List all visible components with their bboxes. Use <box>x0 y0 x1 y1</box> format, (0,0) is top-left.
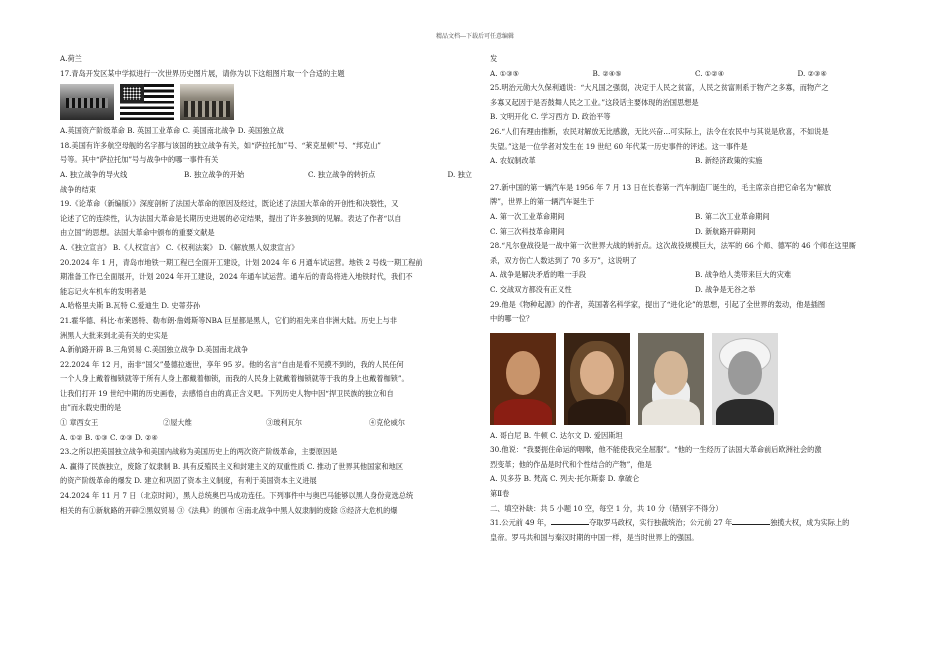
q29-stem-2: 中的哪一位？ <box>490 314 534 324</box>
newton-portrait <box>564 333 630 425</box>
q20-stem-1: 20.2024 年 1 月，青岛市地铁一期工程已全面开工建设，计划 2024 年 6 月通车试运营。地铁 2 号线一期工程前 <box>60 257 423 267</box>
q27-options-row-2 <box>490 225 900 240</box>
q18-options <box>60 168 472 183</box>
q28-options-row-1 <box>490 268 900 283</box>
q28-options-row-2 <box>490 283 900 298</box>
q29-portrait-row <box>490 333 900 425</box>
q28-stem-2: 杀，双方伤亡人数达到了 70 多万”，这说明了 <box>490 255 637 265</box>
q26-option-b: B. 新经济政策的实施 <box>695 156 763 166</box>
q29-options: A. 哥白尼 B. 牛顿 C. 达尔文 D. 爱因斯坦 <box>490 430 623 440</box>
left-column <box>60 52 472 518</box>
einstein-portrait <box>712 333 778 425</box>
q26-option-a: A. 农奴制改革 <box>490 156 536 166</box>
q28-option-a: A. 战争是解决矛盾的唯一手段 <box>490 270 587 280</box>
q31-stem-2: 皇帝。罗马共和国与秦汉时期的中国一样，是当时世界上的强国。 <box>490 532 699 542</box>
q22-stem-2: 一个人身上戴着枷锁就等于所有人身上都戴着枷锁，而我的人民身上就戴着枷锁就等于我的身上也戴着枷锁”。 <box>60 374 409 384</box>
q24-option-d: D. ②③④ <box>797 68 827 78</box>
q16-tail: A.荷兰 <box>60 54 82 63</box>
right-column <box>490 52 900 545</box>
q20-stem-2: 期准备工作已全面展开，计划 2024 年开工建设，2024 年通车试运营。通车后的青岛将进入地铁时代，我们不 <box>60 272 413 282</box>
q26-stem-1: 26.“人们有理由推断，农民对解放无比感激，无比兴奋…可实际上，法令在农民中与其说是欣喜，不如说是 <box>490 126 829 136</box>
q22-stem-1: 22.2024 年 12 月，南非“国父”曼德拉逝世，享年 95 岁。他的名言“自由是看不见摸不到的，我的人民任何 <box>60 359 404 369</box>
q22-choice-4: ④克伦威尔 <box>369 418 405 428</box>
q22-choices <box>60 416 472 431</box>
q18-option-c: C. 独立战争的转折点 <box>308 169 376 179</box>
declaration-painting <box>180 84 234 120</box>
q21-options: A.新航路开辟 B.三角贸易 C.美国独立战争 D.美国南北战争 <box>60 345 249 355</box>
q27-option-d: D. 新航路开辟期间 <box>695 226 756 236</box>
fill-blank-1[interactable] <box>551 516 589 525</box>
q31-stem-a: 31.公元前 49 年， <box>490 518 552 528</box>
q22-choice-3: ③玻利瓦尔 <box>266 418 302 428</box>
q19-stem-1: 19.《论革命（新编版）》深度剖析了法国大革命的原因及经过，既论述了法国大革命的开创性和决裂性，又 <box>60 199 399 209</box>
q18-option-a: A. 独立战争的导火线 <box>60 169 128 179</box>
darwin-portrait <box>638 333 704 425</box>
q24-options <box>490 67 900 82</box>
q30-options: A. 贝多芬 B. 梵高 C. 列夫·托尔斯泰 D. 拿破仑 <box>490 474 640 484</box>
q24-option-a: A. ①③⑤ <box>490 68 520 78</box>
q23-options-2: 的资产阶级革命的爆发 D. 建立和巩固了资本主义制度，有利于美国资本主义进展 <box>60 476 317 486</box>
q17-image-row <box>60 84 472 120</box>
q18-stem-2: 号等。其中“萨拉托加”号与战争中的哪一事件有关 <box>60 155 219 165</box>
part-two-heading: 第Ⅱ卷 <box>490 489 510 499</box>
q19-stem-3: 由立国”的思想。法国大革命中颁布的重要文献是 <box>60 228 215 238</box>
q21-stem-1: 21.霍华德、科比·布莱恩特、勒布朗·詹姆斯等NBA 巨星都是黑人，它们的祖先来自非洲大陆。历史上与非 <box>60 315 397 325</box>
q23-stem: 23.之所以把美国独立战争和美国内战称为美国历史上的两次资产阶级革命，主要原因是 <box>60 447 338 457</box>
q19-stem-2: 论述了它的连续性，认为法国大革命是长期历史进展的必定结果，提出了许多独到的见解。表达了作者“以自 <box>60 213 402 223</box>
q22-options: A. ①② B. ①③ C. ②③ D. ②④ <box>60 432 158 442</box>
q27-options-row-1 <box>490 210 900 225</box>
q24-stem-1: 24.2024 年 11 月 7 日（北京时间），黑人总统奥巴马成功连任。下列事件中与奥巴马能够以黑人身份竞选总统 <box>60 491 414 501</box>
q26-stem-2: 失望。”这是一位学者对发生在 19 世纪 60 年代某一历史事件的评述。这一事件是 <box>490 141 748 151</box>
q27-stem-2: 牌”，世界上的第一辆汽车诞生于 <box>490 197 595 207</box>
q31-stem-1 <box>490 516 900 531</box>
q19-options: A.《独立宣言》 B.《人权宣言》 C.《权利法案》 D.《解放黑人奴隶宣言》 <box>60 242 299 252</box>
q22-stem-4: 由”而永载史册的是 <box>60 403 122 413</box>
q18-option-d-cont: 战争的结束 <box>60 184 96 194</box>
q18-option-b: B. 独立战争的开始 <box>184 169 245 179</box>
q22-stem-3: 让我们打开 19 世纪中期的历史画卷，去感悟自由的真正含义吧。下列历史人物中因“捍卫民族的独立和自 <box>60 388 394 398</box>
fill-blank-2[interactable] <box>732 516 770 525</box>
spacer <box>490 169 900 181</box>
q27-stem-1: 27.新中国的第一辆汽车是 1956 年 7 月 13 日在长春第一汽车制造厂诞生的，毛主席亲自把它命名为“解放 <box>490 182 832 192</box>
copernicus-portrait <box>490 333 556 425</box>
q27-option-c: C. 第三次科技革命期间 <box>490 226 565 236</box>
q24-option-b: B. ②④⑤ <box>592 68 622 78</box>
q28-option-d: D. 战争是无谷之举 <box>695 284 756 294</box>
q31-stem-c: 独揽大权，成为实际上的 <box>770 518 850 528</box>
q28-stem-1: 28.“凡尔登战役是一战中第一次世界大战的转折点。这次战役规模巨大，法军的 66 个师、德军的 46 个师在这里厮 <box>490 241 856 251</box>
page-header: 精品文档---下载后可任意编辑 <box>435 33 515 40</box>
q25-stem-2: 多寡又起因于是否鼓舞人民之工业。”这段话主要体现的治国思想是 <box>490 97 699 107</box>
q24-tail: 发 <box>490 54 498 63</box>
q18-stem-1: 18.美国有许多航空母舰的名字都与该国的独立战争有关，如“萨拉托加”号、“莱克星顿”号、“邦克山” <box>60 140 381 150</box>
q29-stem-1: 29.他是《物种起源》的作者，英国著名科学家，提出了“进化论”的思想，引起了全世界的轰动，他是插图 <box>490 299 826 309</box>
q20-options: A.哈格里夫斯 B.瓦特 C.爱迪生 D. 史蒂芬孙 <box>60 301 201 311</box>
q27-option-a: A. 第一次工业革命期间 <box>490 211 565 221</box>
us-flag-image <box>120 84 174 120</box>
q28-option-c: C. 交战双方都没有正义性 <box>490 284 572 294</box>
q30-stem-1: 30.他说：“我要扼住命运的咽喉，他不能使我完全屈服”。“他的一生经历了法国大革命前后欧洲社会的激 <box>490 445 822 455</box>
q31-stem-b: 夺取罗马政权，实行独裁统治；公元前 27 年 <box>589 518 733 528</box>
q21-stem-2: 洲黑人大批来到北美有关的史实是 <box>60 330 168 340</box>
q25-options: B. 文明开化 C. 学习西方 D. 政治平等 <box>490 112 611 122</box>
q24-option-c: C. ①②④ <box>695 68 725 78</box>
q27-option-b: B. 第二次工业革命期间 <box>695 211 770 221</box>
q25-stem-1: 25.明治元勋大久保利通说：“大凡国之强弱，决定于人民之贫富，人民之贫富则系于物产之多寡，而物产之 <box>490 83 829 93</box>
section-two-heading: 二、填空补缺：共 5 小题 10 空，每空 1 分，共 10 分（错别字不得分） <box>490 503 723 513</box>
q30-stem-2: 烈变革；他的作品是时代和个性结合的产物”，他是 <box>490 459 652 469</box>
q17-stem: 17.青岛开发区某中学拟进行一次世界历史图片展，请你为以下这组图片取一个合适的主题 <box>60 68 345 78</box>
q26-options <box>490 154 900 169</box>
battle-scene-photo <box>60 84 114 120</box>
q22-choice-1: ① 章西女王 <box>60 418 99 428</box>
q23-options-1: A. 赢得了民族独立，废除了奴隶制 B. 具有反殖民主义和封建主义的双重性质 C. 推动了世界其他国家和地区 <box>60 461 404 471</box>
q24-stem-2: 相关的有①新航路的开辟②黑奴贸易 ③《法典》的颁布 ④南北战争中黑人奴隶制的废除 ⑤经济大危机的爆 <box>60 505 398 515</box>
q18-option-d: D. 独立 <box>447 169 472 179</box>
q20-stem-3: 能忘记火车机车的发明者是 <box>60 286 147 296</box>
q22-choice-2: ②屋大维 <box>163 418 192 428</box>
q28-option-b: B. 战争给人类带来巨大的灾难 <box>695 270 792 280</box>
q17-options: A.英国资产阶级革命 B. 英国工业革命 C. 美国南北战争 D. 美国独立战 <box>60 126 284 136</box>
